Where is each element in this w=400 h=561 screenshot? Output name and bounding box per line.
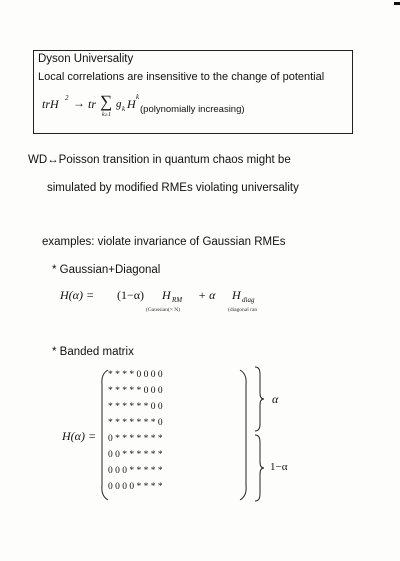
formula-h: H bbox=[127, 97, 136, 111]
alpha-brace bbox=[253, 366, 267, 432]
eq1-plus-alpha: + α bbox=[198, 288, 216, 302]
matrix-row: * * * * * 0 0 0 bbox=[108, 386, 163, 396]
summation-sign: ∑ bbox=[100, 92, 113, 111]
formula-g: g bbox=[116, 98, 122, 110]
matrix-row: 0 0 * * * * * * bbox=[108, 450, 163, 460]
dyson-universality-box bbox=[33, 50, 353, 134]
eq1-hrm-caption: (Gaussian(× N) bbox=[146, 307, 181, 313]
alpha-band-label: α bbox=[272, 392, 279, 406]
box-note: (polynomially increasing) bbox=[140, 104, 245, 115]
box-statement: Local correlations are insensitive to the change of potential bbox=[38, 71, 325, 83]
formula-tr: tr bbox=[88, 97, 97, 111]
matrix-row: * * * * * * 0 0 bbox=[108, 402, 163, 412]
formula-arrow: → bbox=[73, 96, 85, 110]
banded-matrix-equation bbox=[60, 366, 360, 506]
eq1-lhs: H(α) = bbox=[60, 288, 95, 302]
page-edge-mark bbox=[394, 2, 400, 5]
eq2-lhs: H(α) = bbox=[62, 429, 97, 443]
eq1-hdiag-subscript: diag bbox=[242, 296, 255, 304]
eq1-hdiag: H bbox=[232, 288, 241, 302]
one-minus-alpha-brace bbox=[253, 434, 267, 502]
matrix-row: * * * * 0 0 0 0 bbox=[108, 370, 163, 380]
gaussian-diagonal-equation bbox=[60, 288, 320, 318]
matrix-row: 0 * * * * * * * bbox=[108, 434, 163, 444]
matrix-row: 0 0 0 0 * * * * bbox=[108, 482, 163, 492]
example-banded-label: * Banded matrix bbox=[52, 346, 134, 358]
transition-line-2: simulated by modified RMEs violating universality bbox=[47, 182, 299, 194]
eq1-hdiag-caption: (diagonal ran bbox=[228, 307, 258, 313]
formula-lhs-power: 2 bbox=[65, 94, 69, 102]
eq1-hrm: H bbox=[162, 288, 171, 302]
box-title: Dyson Universality bbox=[38, 53, 134, 65]
eq1-coefficient: (1−α) bbox=[117, 288, 145, 302]
matrix-row: 0 0 0 * * * * * bbox=[108, 466, 163, 476]
eq1-hrm-subscript: RM bbox=[172, 296, 183, 304]
transition-line-1: WD↔Poisson transition in quantum chaos might be bbox=[28, 154, 291, 166]
formula-g-index: k bbox=[122, 105, 126, 113]
one-minus-alpha-band-label: 1−α bbox=[270, 461, 288, 473]
matrix-row: * * * * * * * 0 bbox=[108, 418, 163, 428]
summation-index: k≥1 bbox=[102, 112, 111, 118]
examples-intro: examples: violate invariance of Gaussian RMEs bbox=[42, 236, 286, 248]
example-gaussian-diagonal-label: * Gaussian+Diagonal bbox=[52, 264, 161, 276]
formula-lhs: trH bbox=[42, 97, 59, 111]
formula-h-power: k bbox=[136, 93, 140, 101]
